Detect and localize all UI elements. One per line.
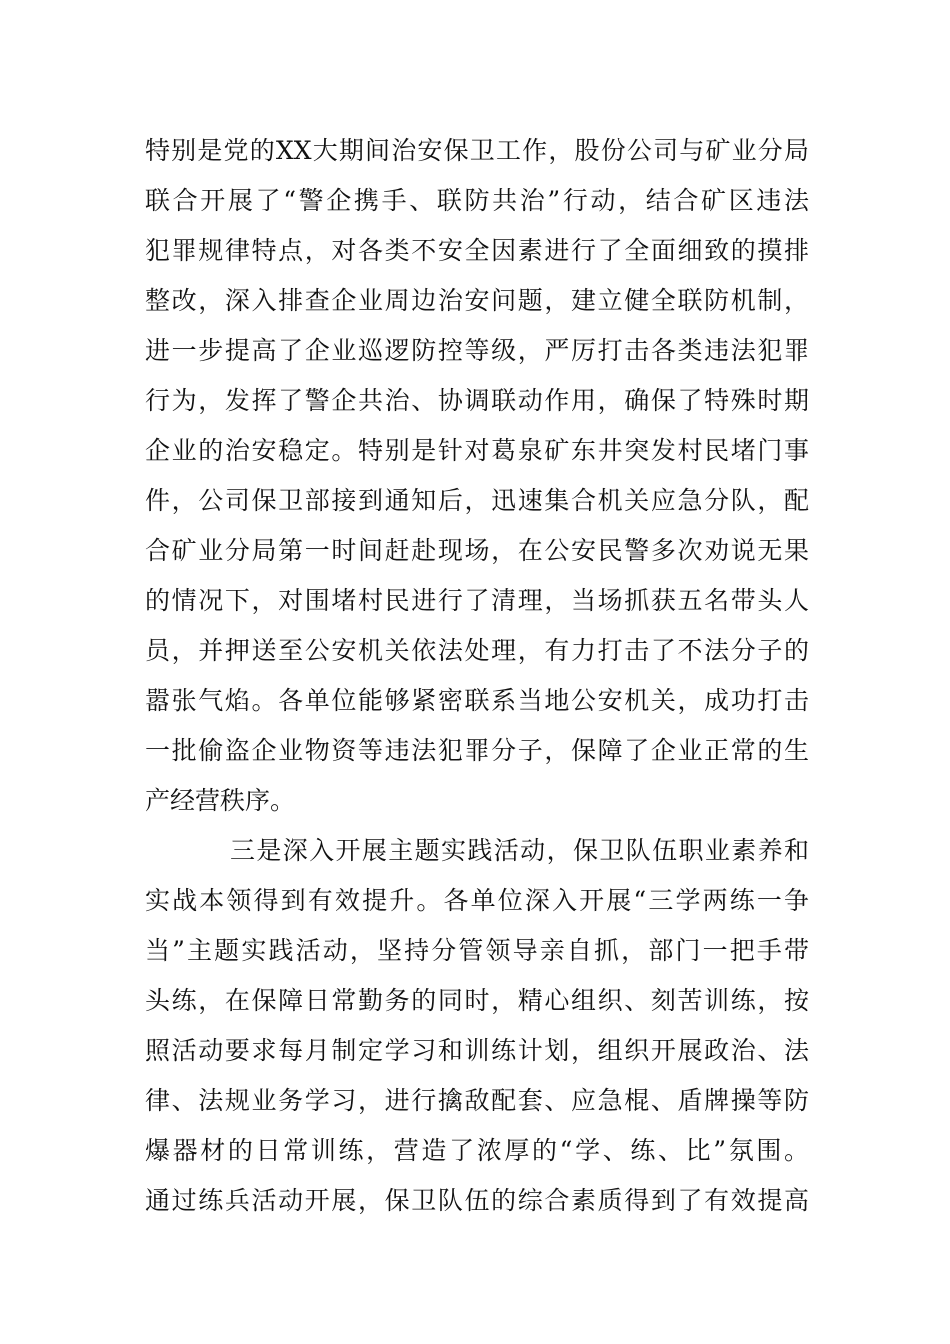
paragraph-1-line-10: 的情况下，对围堵村民进行了清理，当场抓获五名带头人 <box>145 586 809 615</box>
paragraph-2-line-6: 律、法规业务学习，进行擒敌配套、应急棍、盾牌操等防 <box>145 1086 809 1115</box>
paragraph-2-line-1: 三是深入开展主题实践活动，保卫队伍职业素养和 <box>230 836 809 865</box>
paragraph-2-line-4: 头练，在保障日常勤务的同时，精心组织、刻苦训练，按 <box>145 986 809 1015</box>
paragraph-1-line-3: 犯罪规律特点，对各类不安全因素进行了全面细致的摸排 <box>145 236 809 265</box>
paragraph-1-line-12: 嚣张气焰。各单位能够紧密联系当地公安机关，成功打击 <box>145 686 809 715</box>
paragraph-2-line-5: 照活动要求每月制定学习和训练计划，组织开展政治、法 <box>145 1036 809 1065</box>
paragraph-1-line-8: 件，公司保卫部接到通知后，迅速集合机关应急分队，配 <box>145 486 809 515</box>
paragraph-1-line-9: 合矿业分局第一时间赶赴现场，在公安民警多次劝说无果 <box>145 536 809 565</box>
paragraph-1-line-1: 特别是党的XX大期间治安保卫工作，股份公司与矿业分局 <box>145 136 809 165</box>
paragraph-1-line-7: 企业的治安稳定。特别是针对葛泉矿东井突发村民堵门事 <box>145 436 809 465</box>
paragraph-1-line-14: 产经营秩序。 <box>145 786 296 815</box>
paragraph-1-line-11: 员，并押送至公安机关依法处理，有力打击了不法分子的 <box>145 636 809 665</box>
paragraph-1-line-13: 一批偷盗企业物资等违法犯罪分子，保障了企业正常的生 <box>145 736 809 765</box>
paragraph-1-line-5: 进一步提高了企业巡逻防控等级，严厉打击各类违法犯罪 <box>145 336 809 365</box>
paragraph-2-line-3: 当”主题实践活动，坚持分管领导亲自抓，部门一把手带 <box>145 936 809 965</box>
paragraph-1-line-6: 行为，发挥了警企共治、协调联动作用，确保了特殊时期 <box>145 386 809 415</box>
paragraph-1-line-4: 整改，深入排查企业周边治安问题，建立健全联防机制， <box>145 286 809 315</box>
paragraph-1-line-2: 联合开展了“警企携手、联防共治”行动，结合矿区违法 <box>145 186 809 215</box>
paragraph-2-line-2: 实战本领得到有效提升。各单位深入开展“三学两练一争 <box>145 886 809 915</box>
paragraph-2-line-7: 爆器材的日常训练，营造了浓厚的“学、练、比”氛围。 <box>145 1136 809 1165</box>
paragraph-2-line-8: 通过练兵活动开展，保卫队伍的综合素质得到了有效提高 <box>145 1186 809 1215</box>
